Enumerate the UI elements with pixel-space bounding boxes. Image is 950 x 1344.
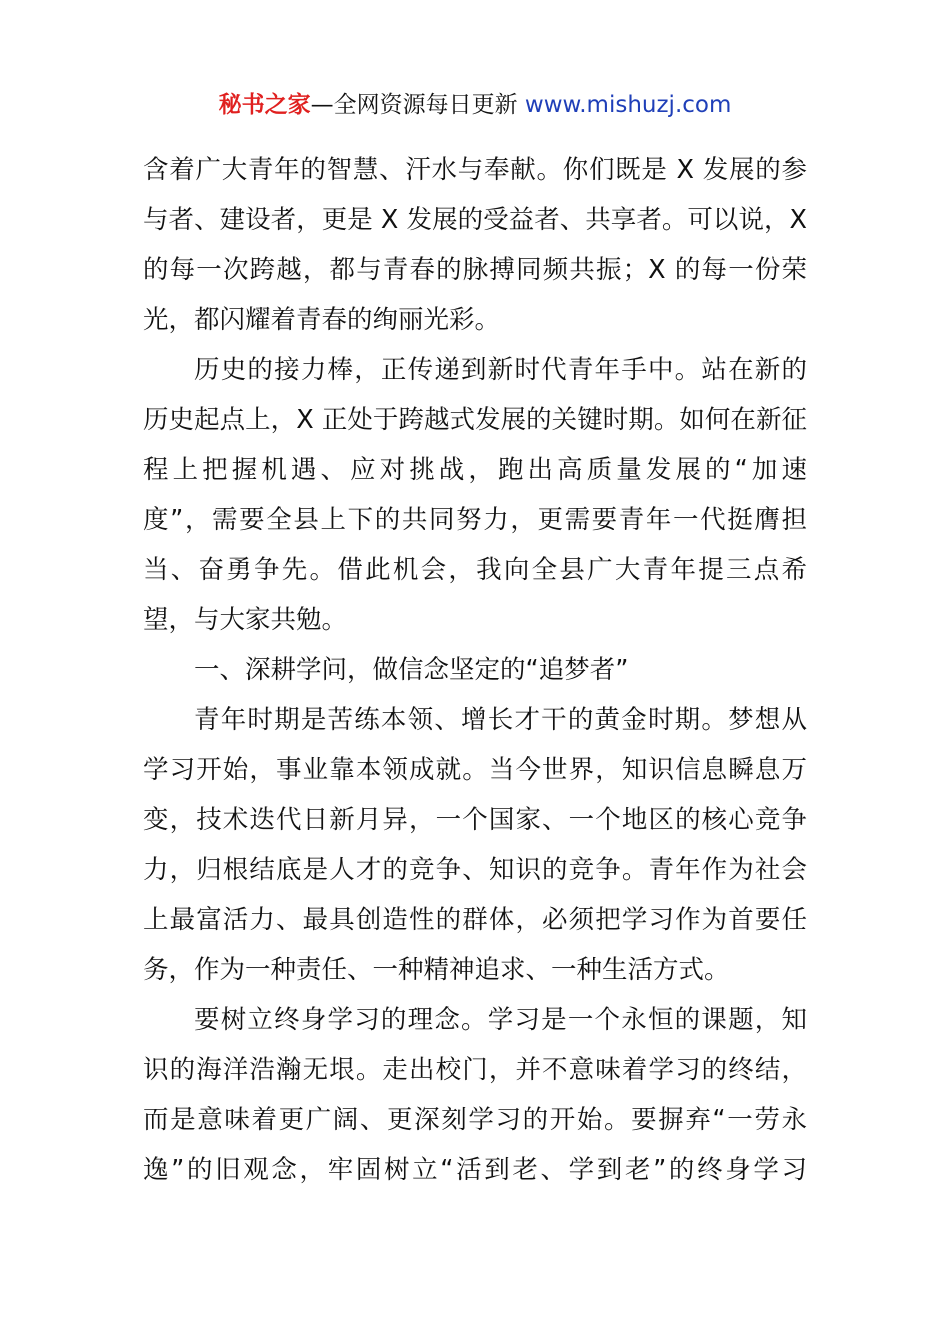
text-line: 望，与大家共勉。 — [143, 605, 348, 635]
text-line: 变，技术迭代日新月异，一个国家、一个地区的核心竞争 — [143, 805, 807, 835]
document-body — [143, 145, 807, 1195]
text-line: 青年时期是苦练本领、增长才干的黄金时期。梦想从 — [194, 705, 807, 735]
text-line: 历史的接力棒，正传递到新时代青年手中。站在新的 — [194, 355, 807, 385]
section-heading: 一、深耕学问，做信念坚定的“追梦者” — [194, 655, 629, 685]
text-line: 务，作为一种责任、一种精神追求、一种生活方式。 — [143, 955, 730, 985]
text-line: 上最富活力、最具创造性的群体，必须把学习作为首要任 — [143, 905, 807, 935]
text-line: 光，都闪耀着青春的绚丽光彩。 — [143, 305, 501, 335]
text-line: 力，归根结底是人才的竞争、知识的竞争。青年作为社会 — [143, 855, 807, 885]
page-header — [0, 88, 950, 122]
text-line: 学习开始，事业靠本领成就。当今世界，知识信息瞬息万 — [143, 755, 807, 785]
text-line: 要树立终身学习的理念。学习是一个永恒的课题，知 — [194, 1005, 807, 1035]
text-line: 与者、建设者，更是 X 发展的受益者、共享者。可以说，X — [143, 205, 807, 235]
header-tagline: —全网资源每日更新 — [310, 92, 525, 118]
text-line: 的每一次跨越，都与青春的脉搏同频共振；X 的每一份荣 — [143, 255, 807, 285]
text-line: 程上把握机遇、应对挑战，跑出高质量发展的“加速 — [143, 455, 807, 485]
text-line: 而是意味着更广阔、更深刻学习的开始。要摒弃“一劳永 — [143, 1105, 807, 1135]
site-url[interactable]: www.mishuzj.com — [524, 92, 732, 118]
brand-name: 秘书之家 — [218, 92, 311, 118]
text-line: 度”，需要全县上下的共同努力，更需要青年一代挺膺担 — [143, 505, 807, 535]
text-line: 识的海洋浩瀚无垠。走出校门，并不意味着学习的终结， — [143, 1055, 807, 1085]
text-line: 含着广大青年的智慧、汗水与奉献。你们既是 X 发展的参 — [143, 155, 807, 185]
text-line: 当、奋勇争先。借此机会，我向全县广大青年提三点希 — [143, 555, 807, 585]
text-line: 逸”的旧观念，牢固树立“活到老、学到老”的终身学习 — [143, 1155, 807, 1185]
text-line: 历史起点上，X 正处于跨越式发展的关键时期。如何在新征 — [143, 405, 807, 435]
